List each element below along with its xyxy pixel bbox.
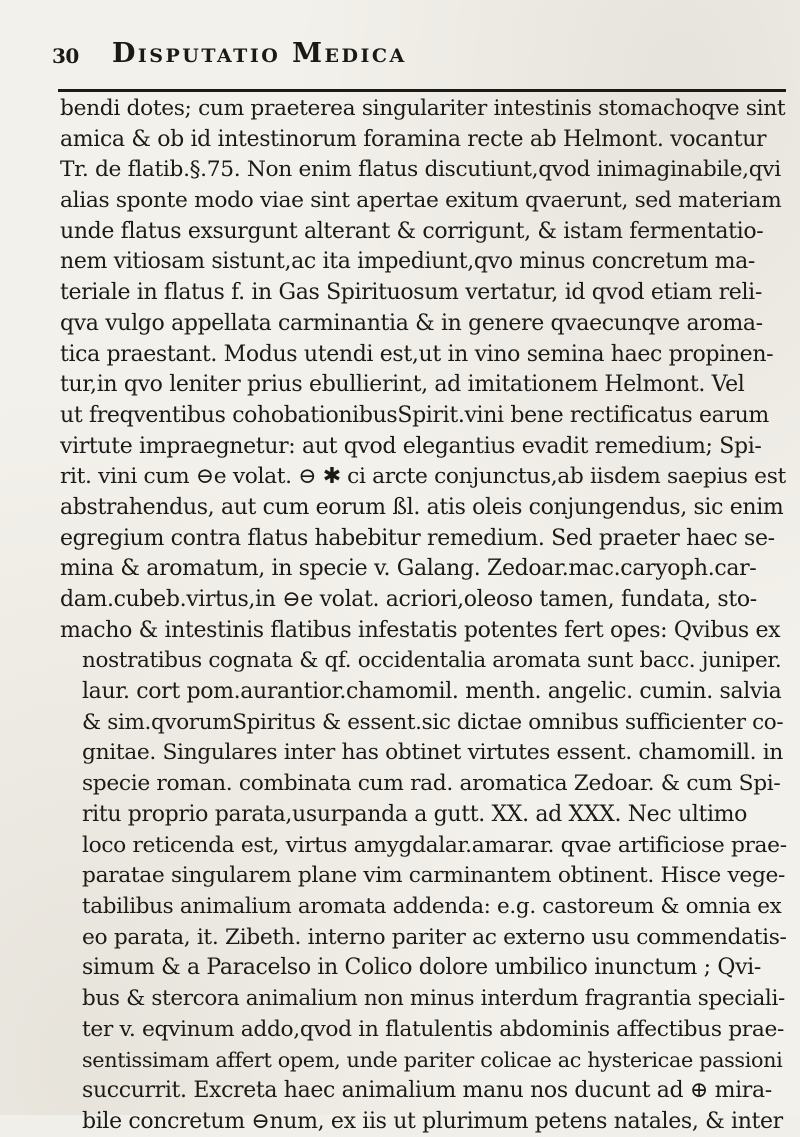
text-line: tur,in qvo leniter prius ebullierint, ad imitationem Helmont. Vel bbox=[60, 372, 745, 398]
text-line: alias sponte modo viae sint apertae exitum qvaerunt, sed materiam bbox=[60, 188, 782, 214]
text-line: paratae singularem plane vim carminantem obtinent. Hisce vege- bbox=[82, 863, 786, 889]
text-line: specie roman. combinata cum rad. aromatica Zedoar. & cum Spi- bbox=[82, 771, 781, 797]
running-title: Disputatio Medica bbox=[112, 38, 407, 69]
text-line: bendi dotes; cum praeterea singulariter intestinis stomachoqve sint bbox=[60, 96, 786, 121]
text-line: egregium contra flatus habebitur remedium. Sed praeter haec se- bbox=[60, 525, 775, 551]
text-line: qva vulgo appellata carminantia & in genere qvaecunqve aroma- bbox=[60, 310, 763, 336]
text-line: ut freqventibus cohobationibusSpirit.vini bene rectificatus earum bbox=[60, 402, 769, 428]
text-line: abstrahendus, aut cum eorum ßl. atis oleis conjungendus, sic enim bbox=[60, 494, 784, 520]
text-line: unde flatus exsurgunt alterant & corrigunt, & istam fermentatio- bbox=[60, 218, 764, 244]
text-line: dam.cubeb.virtus,in ⊖e volat. acriori,oleoso tamen, fundata, sto- bbox=[60, 587, 757, 612]
text-line: tabilibus animalium aromata addenda: e.g. castoreum & omnia ex bbox=[82, 893, 782, 919]
text-line: amica & ob id intestinorum foramina recte ab Helmont. vocantur bbox=[60, 126, 767, 152]
text-line: succurrit. Excreta haec animalium manu nos ducunt ad ⊕ mira- bbox=[82, 1078, 772, 1103]
text-line: tica praestant. Modus utendi est,ut in vino semina haec propinen- bbox=[60, 341, 774, 367]
text-line: nostratibus cognata & qf. occidentalia aromata sunt bacc. juniper. bbox=[82, 648, 782, 674]
page-number: 30 bbox=[52, 44, 79, 68]
text-line: & sim.qvorumSpiritus & essent.sic dictae omnibus sufficienter co- bbox=[82, 709, 784, 735]
body-text bbox=[60, 94, 788, 1137]
text-line: Tr. de flatib.§.75. Non enim flatus discutiunt,qvod inimaginabile,qvi bbox=[60, 157, 781, 183]
text-line: teriale in flatus f. in Gas Spirituosum vertatur, id qvod etiam reli- bbox=[60, 280, 762, 306]
header-rule bbox=[58, 89, 786, 92]
text-line: macho & intestinis flatibus infestatis potentes fert opes: Qvibus ex bbox=[60, 617, 781, 643]
text-line: laur. cort pom.aurantior.chamomil. menth. angelic. cumin. salvia bbox=[82, 679, 782, 705]
page-header bbox=[52, 38, 752, 78]
text-line: loco reticenda est, virtus amygdalar.amarar. qvae artificiose prae- bbox=[82, 832, 787, 858]
text-line: mina & aromatum, in specie v. Galang. Zedoar.mac.caryoph.car- bbox=[60, 556, 757, 582]
text-line: simum & a Paracelso in Colico dolore umbilico inunctum ; Qvi- bbox=[82, 955, 761, 981]
text-line: gnitae. Singulares inter has obtinet virtutes essent. chamomill. in bbox=[82, 740, 783, 766]
text-line: eo parata, it. Zibeth. interno pariter ac externo usu commendatis- bbox=[82, 924, 787, 950]
text-line: sentissimam affert opem, unde pariter colicae ac hystericae passioni bbox=[82, 1048, 783, 1073]
text-line: ritu proprio parata,usurpanda a gutt. XX. ad XXX. Nec ultimo bbox=[82, 801, 748, 827]
text-line: ter v. eqvinum addo,qvod in flatulentis abdominis affectibus prae- bbox=[82, 1016, 784, 1042]
text-line: nem vitiosam sistunt,ac ita impediunt,qvo minus concretum ma- bbox=[60, 249, 756, 275]
text-line: virtute impraegnetur: aut qvod elegantius evadit remedium; Spi- bbox=[60, 433, 762, 459]
text-line: bile concretum ⊖num, ex iis ut plurimum petens natales, & inter bbox=[82, 1108, 783, 1134]
text-line: rit. vini cum ⊖e volat. ⊖ ✱ ci arcte conjunctus,ab iisdem saepius est bbox=[60, 464, 786, 490]
text-line: bus & stercora animalium non minus interdum fragrantia speciali- bbox=[82, 985, 785, 1011]
